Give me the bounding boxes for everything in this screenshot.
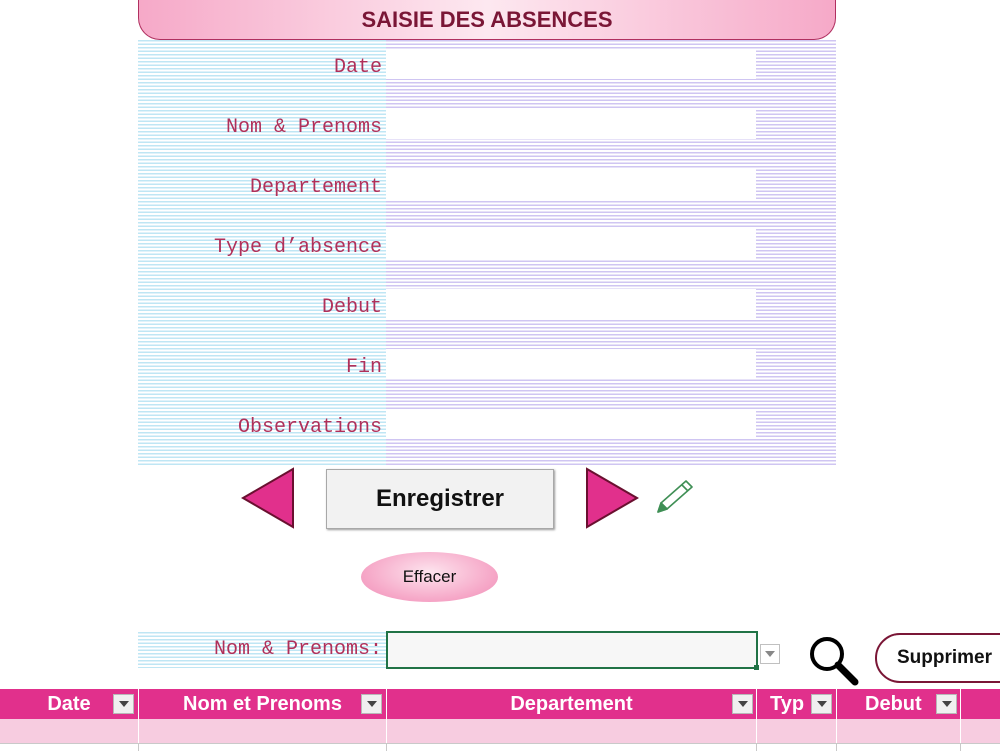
absence-type-label: Type d’absence	[213, 236, 382, 259]
search-dropdown-button[interactable]	[760, 644, 780, 664]
absence-type-field[interactable]	[386, 229, 756, 259]
start-field[interactable]	[386, 289, 756, 319]
date-label: Date	[333, 56, 382, 79]
magnifier-icon[interactable]	[805, 633, 861, 687]
filter-button-name[interactable]	[361, 694, 382, 714]
department-label: Departement	[249, 176, 382, 199]
form-title-bar	[138, 0, 836, 40]
chevron-down-icon	[119, 701, 129, 707]
filter-button-type[interactable]	[811, 694, 832, 714]
pencil-icon[interactable]	[652, 478, 698, 518]
date-field[interactable]	[386, 49, 756, 79]
start-label: Debut	[321, 296, 382, 319]
chevron-down-icon	[367, 701, 377, 707]
chevron-down-icon	[738, 701, 748, 707]
chevron-down-icon	[765, 651, 775, 657]
column-header-label: Debut	[865, 692, 922, 715]
table-header	[0, 689, 1000, 719]
search-label: Nom & Prenoms:	[213, 638, 382, 661]
arrow-left-icon[interactable]	[241, 467, 295, 529]
column-header-name	[139, 689, 387, 719]
column-header-department	[387, 689, 757, 719]
table-cell[interactable]	[961, 719, 1000, 743]
table-row[interactable]	[0, 719, 1000, 743]
selection-handle	[754, 665, 759, 670]
chevron-down-icon	[817, 701, 827, 707]
table-cell[interactable]	[387, 719, 757, 743]
table-cell[interactable]	[757, 719, 837, 743]
end-field[interactable]	[386, 349, 756, 379]
search-input[interactable]	[386, 631, 758, 669]
search-label-area	[138, 632, 386, 668]
table-cell[interactable]	[837, 719, 961, 743]
table-cell[interactable]	[0, 719, 139, 743]
form-panel	[138, 40, 836, 465]
filter-button-date[interactable]	[113, 694, 134, 714]
column-header-label: Date	[47, 692, 91, 715]
column-header-next	[961, 689, 1000, 719]
column-header-label: Nom et Prenoms	[183, 692, 342, 715]
chevron-down-icon	[942, 701, 952, 707]
department-field[interactable]	[386, 169, 756, 199]
name-label: Nom & Prenoms	[225, 116, 382, 139]
form-title: SAISIE DES ABSENCES	[361, 6, 613, 32]
observations-field[interactable]	[386, 409, 756, 439]
observations-label: Observations	[237, 416, 382, 439]
delete-button[interactable]: Supprimer	[875, 633, 1000, 683]
end-label: Fin	[345, 356, 382, 379]
column-header-label: Departement	[510, 692, 633, 715]
save-button[interactable]: Enregistrer	[326, 469, 554, 529]
clear-button[interactable]: Effacer	[361, 552, 498, 602]
table-cell[interactable]	[139, 719, 387, 743]
name-field[interactable]	[386, 109, 756, 139]
filter-button-department[interactable]	[732, 694, 753, 714]
filter-button-start[interactable]	[936, 694, 957, 714]
column-header-label: Typ	[770, 692, 805, 715]
arrow-right-icon[interactable]	[585, 467, 639, 529]
